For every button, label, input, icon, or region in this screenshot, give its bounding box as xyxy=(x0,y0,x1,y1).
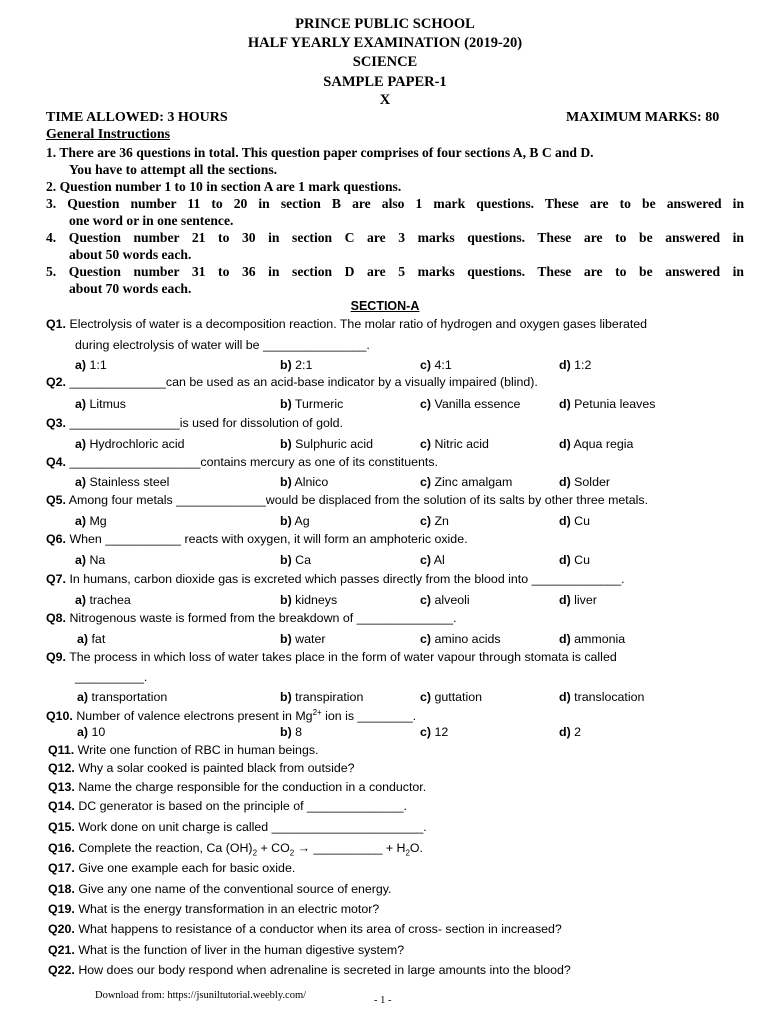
instruction-1 xyxy=(46,145,744,161)
q6-option-a: a) Na xyxy=(75,553,106,567)
question-21: Q21. What is the function of liver in the human digestive system? xyxy=(48,943,405,957)
download-link[interactable]: Download from: https://jsuniltutorial.weebly.com/ xyxy=(95,990,307,1001)
question-5: Q5. Among four metals _____________would be displaced from the solution of its salts by other three metals. xyxy=(46,493,649,507)
q1-option-c: c) 4:1 xyxy=(420,358,452,372)
q2-option-c: c) Vanilla essence xyxy=(420,397,521,411)
q8-option-d: d) ammonia xyxy=(559,632,626,646)
instruction-3-line-2: one word or in one sentence. xyxy=(69,213,234,228)
q4-option-d: d) Solder xyxy=(559,475,610,489)
q9-option-c: c) guttation xyxy=(420,690,483,704)
question-22: Q22. How does our body respond when adrenaline is secreted in large amounts into the blood? xyxy=(48,963,571,977)
instruction-1-line-1: 1. There are 36 questions in total. This question paper comprises of four sections A, B C and D. xyxy=(46,145,594,160)
maximum-marks: MAXIMUM MARKS: 80 xyxy=(566,110,720,125)
instruction-1-cont xyxy=(46,162,744,178)
instruction-5-cont xyxy=(46,281,744,297)
q3-option-d: d) Aqua regia xyxy=(559,437,634,451)
question-text: Electrolysis of water is a decomposition reaction. The molar ratio of hydrogen and oxygen gases liberated xyxy=(69,317,648,331)
instruction-5 xyxy=(46,264,744,280)
q5-option-d: d) Cu xyxy=(559,514,590,528)
question-6: Q6. When ___________ reacts with oxygen, it will form an amphoteric oxide. xyxy=(46,532,468,546)
question-2: Q2. ______________can be used as an acid-base indicator by a visually impaired (blind). xyxy=(46,375,538,389)
question-1 xyxy=(46,317,647,331)
question-15: Q15. Work done on unit charge is called ______________________. xyxy=(48,820,427,834)
q5-option-a: a) Mg xyxy=(75,514,107,528)
q3-option-b: b) Sulphuric acid xyxy=(280,437,373,451)
q2-option-a: a) Litmus xyxy=(75,397,126,411)
q9-option-b: b) transpiration xyxy=(280,690,364,704)
instruction-3-cont xyxy=(46,213,744,229)
q6-option-c: c) Al xyxy=(420,553,445,567)
q4-option-a: a) Stainless steel xyxy=(75,475,170,489)
q3-option-c: c) Nitric acid xyxy=(420,437,489,451)
question-10: Q10. Number of valence electrons present in $Mg^{2+}$ ion is ________. xyxy=(46,708,417,724)
q8-option-c: c) amino acids xyxy=(420,632,501,646)
q7-option-c: c) alveoli xyxy=(420,593,470,607)
question-11: Q11. Write one function of RBC in human beings. xyxy=(48,743,319,757)
question-17: Q17. Give one example each for basic oxide. xyxy=(48,861,296,875)
q4-option-b: b) Alnico xyxy=(280,475,329,489)
q1-option-d: d) 1:2 xyxy=(559,358,592,372)
question-13: Q13. Name the charge responsible for the conduction in a conductor. xyxy=(48,780,427,794)
page-number: - 1 - xyxy=(374,995,392,1006)
question-18: Q18. Give any one name of the conventional source of energy. xyxy=(48,882,392,896)
q7-option-a: a) trachea xyxy=(75,593,131,607)
q10-option-d: d) 2 xyxy=(559,725,582,739)
q9-option-a: a) transportation xyxy=(77,690,168,704)
q7-option-d: d) liver xyxy=(559,593,597,607)
paper-title: SAMPLE PAPER-1 xyxy=(323,74,447,90)
superscript: 2+ xyxy=(312,708,322,717)
instruction-4-cont xyxy=(46,247,744,263)
question-3: Q3. ________________is used for dissolution of gold. xyxy=(46,416,343,430)
q6-option-b: b) Ca xyxy=(280,553,311,567)
exam-title: HALF YEARLY EXAMINATION (2019-20) xyxy=(247,35,523,51)
class-title: X xyxy=(379,92,391,108)
q8-option-b: b) water xyxy=(280,632,326,646)
instruction-2 xyxy=(46,179,744,195)
q8-option-a: a) fat xyxy=(77,632,106,646)
q1-option-a: a) 1:1 xyxy=(75,358,107,372)
q10-option-c: c) 12 xyxy=(420,725,449,739)
q5-option-c: c) Zn xyxy=(420,514,449,528)
arrow-icon: → xyxy=(294,841,314,855)
q1-option-b: b) 2:1 xyxy=(280,358,313,372)
q6-option-d: d) Cu xyxy=(559,553,590,567)
question-12: Q12. Why a solar cooked is painted black from outside? xyxy=(48,761,355,775)
question-number: Q1. xyxy=(46,317,66,331)
school-name: PRINCE PUBLIC SCHOOL xyxy=(295,16,475,32)
q10-option-b: b) 8 xyxy=(280,725,303,739)
instructions-title: General Instructions xyxy=(46,127,171,142)
question-20: Q20. What happens to resistance of a conductor when its area of cross- section in increased? xyxy=(48,922,562,936)
q2-option-d: d) Petunia leaves xyxy=(559,397,656,411)
question-9-cont: __________. xyxy=(75,670,148,684)
q5-option-b: b) Ag xyxy=(280,514,310,528)
q7-option-b: b) kidneys xyxy=(280,593,338,607)
instruction-4-line-2: about 50 words each. xyxy=(69,247,192,262)
instruction-5-line-1: 5. Question number 31 to 36 in section D are 5 marks questions. These are to be answered in xyxy=(46,264,744,279)
instruction-5-line-2: about 70 words each. xyxy=(69,281,192,296)
time-allowed: TIME ALLOWED: 3 HOURS xyxy=(46,110,228,125)
question-4: Q4. ___________________contains mercury as one of its constituents. xyxy=(46,455,438,469)
q2-option-b: b) Turmeric xyxy=(280,397,344,411)
question-9: Q9. The process in which loss of water takes place in the form of water vapour through stomata is called xyxy=(46,650,617,664)
instruction-3 xyxy=(46,196,744,212)
question-8: Q8. Nitrogenous waste is formed from the breakdown of ______________. xyxy=(46,611,457,625)
subject-title: SCIENCE xyxy=(352,54,418,70)
section-a-heading: SECTION-A xyxy=(350,299,420,313)
instruction-4 xyxy=(46,230,744,246)
q4-option-c: c) Zinc amalgam xyxy=(420,475,513,489)
question-19: Q19. What is the energy transformation in an electric motor? xyxy=(48,902,380,916)
instruction-4-line-1: 4. Question number 21 to 30 in section C are 3 marks questions. These are to be answered in xyxy=(46,230,744,245)
question-14: Q14. DC generator is based on the principle of ______________. xyxy=(48,799,407,813)
question-16: Q16. Complete the reaction, Ca $(OH)_2 + CO_2$ → __________ + $H_2O$. xyxy=(48,841,424,858)
instruction-2-line: 2. Question number 1 to 10 in section A are 1 mark questions. xyxy=(46,179,402,194)
q9-option-d: d) translocation xyxy=(559,690,645,704)
instruction-3-line-1: 3. Question number 11 to 20 in section B are also 1 mark questions. These are to be answered in xyxy=(46,196,744,211)
q10-option-a: a) 10 xyxy=(77,725,106,739)
question-1-cont: during electrolysis of water will be _______________. xyxy=(75,338,370,352)
question-7: Q7. In humans, carbon dioxide gas is excreted which passes directly from the blood into _____________. xyxy=(46,572,625,586)
q3-option-a: a) Hydrochloric acid xyxy=(75,437,185,451)
instruction-1-line-2: You have to attempt all the sections. xyxy=(69,162,278,177)
